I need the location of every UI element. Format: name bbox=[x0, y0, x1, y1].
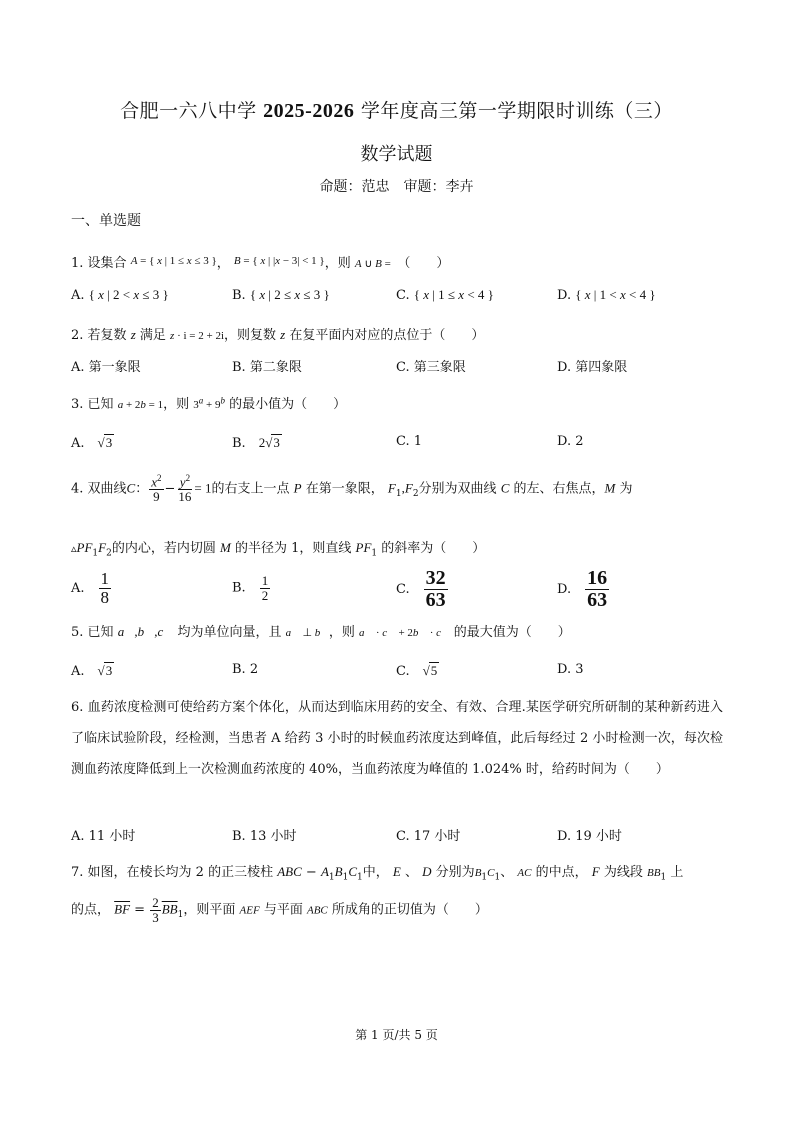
q3-option-d[interactable]: D. 2 bbox=[557, 434, 584, 449]
q3-option-a[interactable]: A. √3 bbox=[71, 435, 113, 451]
q6-option-b[interactable]: B. 13 小时 bbox=[232, 829, 297, 844]
question-6: 6. 血药浓度检测可使给药方案个体化，从而达到临床用药的安全、有效、合理.某医学研究所研制的某种新药进入了临床试验阶段，经检测，当患者 A 给药 3 小时的时候血药浓度达到峰值，此后每经过 2 小时检测一次，每次检测血药浓度降低到上一次检测血药浓度的 40%，当血药浓度为峰值的 1.024% 时，给药时间为（ ） bbox=[71, 700, 723, 777]
question-7-line-2: 的点， $\overline{BF}$ = $\frac{2}{3}$ $\overline{BB}_1$，则平面 AEF 与平面 ABC 所成角的正切值为（ ） bbox=[71, 895, 488, 925]
question-4-line-1: 4. 双曲线C： $\frac{x^2}{9}$ − $\frac{y^2}{16}$ = 1的右支上一点 P 在第一象限， $F_1,F_2$分别为双曲线 C 的左、右焦点，M 为 bbox=[71, 473, 633, 504]
q2-option-a[interactable]: A. 第一象限 bbox=[71, 360, 141, 375]
exam-title: 合肥一六八中学 2025-2026 学年度高三第一学期限时训练（三） bbox=[120, 100, 673, 122]
question-1: 1. 设集合 $^{A = \{ x | 1 \le x \le 3 \}}$， $^{B = \{ x | |x - 3| < 1 \}}$，则 A ∪ B = （ ） bbox=[71, 255, 450, 271]
q5-option-d[interactable]: D. 3 bbox=[557, 662, 584, 677]
q5-option-a[interactable]: A. √3 bbox=[71, 663, 113, 679]
question-2: 2. 若复数 z 满足 z · i = 2 + 2i，则复数 z 在复平面内对应的点位于（ ） bbox=[71, 327, 485, 343]
q1-option-c[interactable]: C. { x | 1 ≤ x < 4 } bbox=[396, 287, 494, 303]
q4-option-d[interactable]: D. $\frac{16}{63}$ bbox=[557, 567, 608, 611]
q5-option-b[interactable]: B. 2 bbox=[232, 662, 259, 677]
question-3: 3. 已知 a + 2b = 1，则 $3^a + 9^b$ 的最小值为（ ） bbox=[71, 395, 347, 412]
q4-option-a[interactable]: A. $\frac{1}{8}$ bbox=[71, 569, 110, 607]
q6-option-c[interactable]: C. 17 小时 bbox=[396, 829, 461, 844]
q1-option-d[interactable]: D. { x | 1 < x < 4 } bbox=[557, 287, 656, 303]
q6-option-d[interactable]: D. 19 小时 bbox=[557, 829, 622, 844]
q4-option-c[interactable]: C. $\frac{32}{63}$ bbox=[396, 567, 446, 611]
exam-subtitle: 数学试题 bbox=[360, 144, 433, 165]
question-7-line-1: 7. 如图，在棱长均为 2 的正三棱柱 ABC − $A_1B_1C_1$中， E 、 D 分别为$B_1C_1$、 AC 的中点， F 为线段 $BB_1$ 上 bbox=[71, 864, 684, 883]
question-4-line-2: $▵PF_1F_2$的内心，若内切圆 M 的半径为 1，则直线 $PF_1$ 的斜率为（ ） bbox=[71, 540, 486, 559]
question-5: 5. 已知 a⃗,b⃗,c⃗ 均为单位向量，且 a⃗ ⊥ b⃗，则 a⃗ · c⃗ + 2b⃗ · c⃗ 的最大值为（ ） bbox=[71, 624, 571, 640]
q3-option-c[interactable]: C. 1 bbox=[396, 434, 423, 449]
q5-option-c[interactable]: C. √5 bbox=[396, 663, 438, 679]
q6-option-a[interactable]: A. 11 小时 bbox=[71, 829, 136, 844]
q1-option-b[interactable]: B. { x | 2 ≤ x ≤ 3 } bbox=[232, 287, 330, 303]
q3-option-b[interactable]: B. 2√3 bbox=[232, 435, 280, 451]
page-footer: 第 1 页/共 5 页 bbox=[355, 1028, 438, 1042]
section-heading: 一、单选题 bbox=[71, 213, 141, 229]
q4-option-b[interactable]: B. $\frac{1}{2}$ bbox=[232, 573, 269, 603]
exam-authors: 命题：范忠 审题：李卉 bbox=[319, 179, 474, 195]
q1-option-a[interactable]: A. { x | 2 < x ≤ 3 } bbox=[71, 287, 169, 303]
q2-option-b[interactable]: B. 第二象限 bbox=[232, 360, 302, 375]
q2-option-d[interactable]: D. 第四象限 bbox=[557, 360, 628, 375]
q2-option-c[interactable]: C. 第三象限 bbox=[396, 360, 466, 375]
